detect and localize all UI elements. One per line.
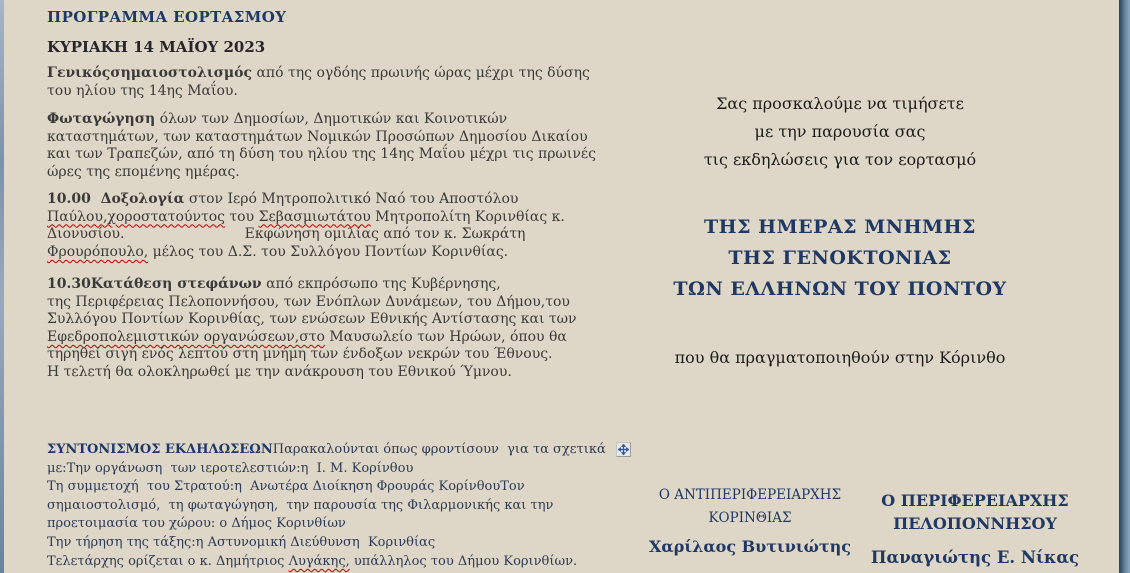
window-right-edge	[1119, 0, 1130, 573]
vice-governor-name: Χαρίλαος Βυτινιώτης	[649, 537, 851, 556]
coordination-section: ΣΥΝΤΟΝΙΣΜΟΣ ΕΚΔΗΛΩΣΕΩΝΠαρακαλούνται όπως φροντίσουν για τα σχετικά με:Την οργάνωση των ιεροτελεστιών:η Ι. Μ. Κορίνθου Τη συμμετοχή του Στρατού:η Ανωτέρα Διοίκηση Φρουράς ΚορίνθουΤον σημαιοστολισμό, τη φωταγώγηση, την παρουσία της Φιλαρμονικής και την προετοιμασία του χώρου: ο Δήμος Κορινθίων Την τήρηση της τάξης:η Αστυνομική Διεύθυνση Κορινθίας	[47, 442, 606, 550]
vice-governor-title-line1: Ο ΑΝΤΙΠΕΡΙΦΕΡΕΙΑΡΧΗΣ	[658, 487, 842, 503]
signature-vice-governor	[630, 484, 870, 556]
location-line: που θα πραγματοποιηθούν στην Κόρινθο	[674, 348, 1006, 367]
window-left-edge	[0, 0, 4, 573]
governor-title-line1: Ο ΠΕΡΙΦΕΡΕΙΑΡΧΗΣ	[881, 491, 1069, 510]
vice-governor-title-line2: ΚΟΡΙΝΘΙΑΣ	[708, 510, 792, 526]
program-title: ΠΡΟΓΡΑΜΜΑ ΕΟΡΤΑΣΜΟΥ	[47, 8, 287, 26]
governor-title-line2: ΠΕΛΟΠΟΝΝΗΣΟΥ	[893, 514, 1057, 533]
paragraph-doxology: 10.00 Δοξολογία στον Ιερό Μητροπολιτικό Ναό του Αποστόλου Παύλου,χοροστατούντος του Σεβασμιωτάτου Μητροπολίτη Κορινθίας κ. Διονυσίου. Εκφώνηση ομιλίας από τον κ. Σωκράτη Φρουρόπουλο, μέλος του Δ.Σ. του Συλλόγου Ποντίων Κορινθίας.	[47, 191, 565, 260]
memorial-heading: ΤΗΣ ΗΜΕΡΑΣ ΜΝΗΜΗΣ ΤΗΣ ΓΕΝΟΚΤΟΝΙΑΣ ΤΩΝ ΕΛΛΗΝΩΝ ΤΟΥ ΠΟΝΤΟΥ	[673, 216, 1007, 300]
program-date: ΚΥΡΙΑΚΗ 14 ΜΑΪΟΥ 2023	[47, 38, 266, 56]
governor-name: Παναγιώτης Ε. Νίκας	[870, 548, 1080, 567]
paragraph-flag-raising: Γενικόςσημαιοστολισμός από της ογδόης πρωινής ώρας μέχρι της δύσης του ηλίου της 14ης Μαΐου.	[47, 65, 590, 99]
table-move-handle-icon[interactable]	[616, 442, 631, 457]
marshal-line: Τελετάρχης ορίζεται ο κ. Δημήτριος Λυγάκης, υπάλληλος του Δήμου Κορινθίων.	[47, 554, 578, 569]
paragraph-wreath-laying: 10.30Κατάθεση στεφάνων από εκπρόσωπο της Κυβέρνησης, της Περιφέρειας Πελοποννήσου, των Ενόπλων Δυνάμεων, του Δήμου,του Συλλόγου Ποντίων Κορινθίας, των ενώσεων Εθνικής Αντίστασης και των Εφεδροπολεμιστικών οργανώσεων,στο Μαυσωλείο των Ηρώων, όπου θα τηρηθεί σιγή ενός λεπτού στη μνήμη των ένδοξων νεκρών του Έθνους. Η τελετή θα ολοκληρωθεί με την ανάκρουση του Εθνικού Ύμνου.	[47, 276, 577, 380]
signature-governor	[855, 489, 1095, 567]
invitation-text: Σας προσκαλούμε να τιμήσετε με την παρουσία σας τις εκδηλώσεις για τον εορτασμό	[703, 94, 977, 169]
paragraph-illumination: Φωταγώγηση όλων των Δημοσίων, Δημοτικών και Κοινοτικών καταστημάτων, των καταστημάτων Νομικών Προσώπων Δημοσίου Δικαίου και των Τραπεζών, από τη δύση του ηλίου της 14ης Μαΐου μέχρι τις πρωινές ώρες της επομένης ημέρας.	[47, 111, 596, 180]
